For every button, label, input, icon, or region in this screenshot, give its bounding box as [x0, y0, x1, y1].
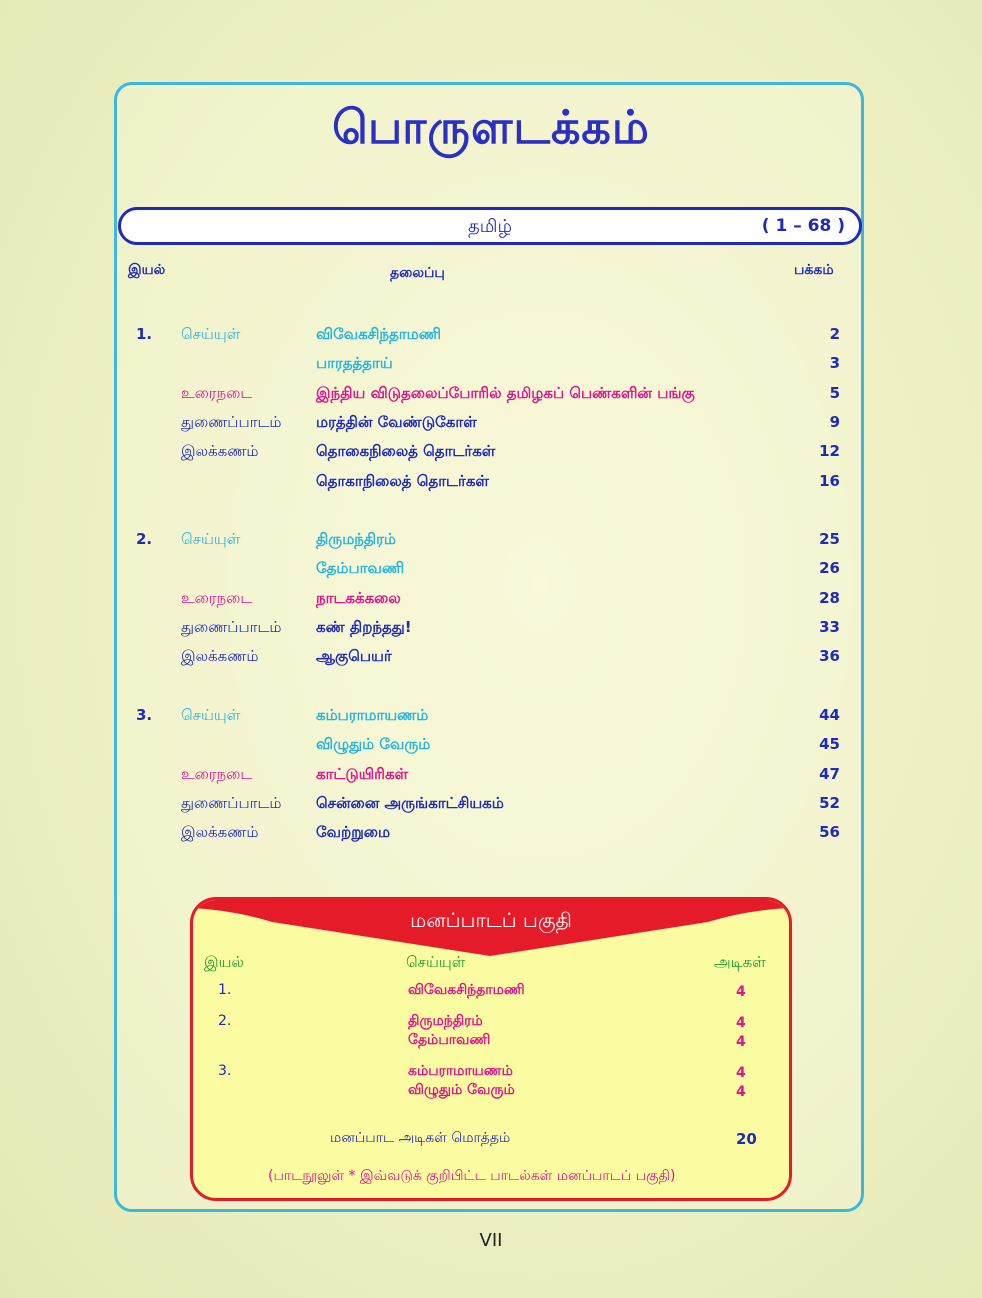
lesson-type: துணைப்பாடம் [181, 412, 282, 431]
lesson-type: உரைநடை [181, 764, 253, 783]
lesson-title: சென்னை அருங்காட்சியகம் [316, 793, 504, 812]
lesson-type: இலக்கணம் [181, 442, 259, 461]
page-ref: 28 [819, 588, 840, 607]
page-ref: 45 [819, 735, 840, 754]
lesson-title: இந்திய விடுதலைப்போரில் தமிழகப் பெண்களின் பங்கு [316, 383, 695, 402]
memo-poem: கம்பராமாயணம் [408, 1063, 513, 1079]
memo-poem: திருமந்திரம் [408, 1013, 483, 1029]
memo-note: (பாடநூலுள் * இவ்வடுக் குறிபிட்ட பாடல்கள் மனப்பாடப் பகுதி) [268, 1168, 676, 1184]
memo-unit: 2. [218, 1013, 232, 1029]
unit-number: 3. [136, 706, 153, 724]
toc-row [0, 618, 982, 642]
page-ref: 9 [829, 412, 840, 431]
lesson-title: கம்பராமாயணம் [316, 706, 429, 724]
page-ref: 12 [819, 442, 840, 461]
memorization-title: மனப்பாடப் பகுதி [410, 908, 572, 932]
memo-header-poem: செய்யுள் [406, 953, 466, 971]
memo-lines: 4 [736, 1084, 746, 1100]
toc-row [0, 472, 982, 496]
toc-row [0, 735, 982, 759]
lesson-title: கண் திறந்தது! [316, 617, 412, 636]
lesson-type: இலக்கணம் [181, 823, 259, 842]
memo-lines: 4 [736, 1034, 746, 1050]
toc-row [0, 354, 982, 378]
page-ref: 2 [829, 325, 840, 343]
toc-row [0, 530, 982, 554]
page-ref: 3 [829, 354, 840, 373]
lesson-type: செய்யுள் [181, 530, 241, 548]
memo-poem: தேம்பாவணி [408, 1032, 491, 1048]
page-ref: 36 [819, 647, 840, 666]
lesson-title: காட்டுயிரிகள் [316, 764, 409, 783]
page-ref: 56 [819, 823, 840, 842]
toc-row [0, 794, 982, 818]
toc-row [0, 589, 982, 613]
toc-row [0, 384, 982, 408]
lesson-title: ஆகுபெயர் [316, 647, 392, 666]
toc-row [0, 325, 982, 349]
unit-number: 1. [136, 325, 153, 343]
page-ref: 47 [819, 764, 840, 783]
lesson-type: உரைநடை [181, 383, 253, 402]
page-title: பொருளடக்கம் [332, 100, 650, 154]
page-ref: 16 [819, 471, 840, 490]
memo-lines: 4 [736, 1015, 746, 1031]
lesson-title: தொகைநிலைத் தொடர்கள் [316, 442, 496, 461]
lesson-title: விழுதும் வேரும் [316, 735, 431, 754]
toc-row [0, 559, 982, 583]
memo-total-label: மனப்பாட அடிகள் மொத்தம் [330, 1130, 511, 1146]
page-ref: 52 [819, 793, 840, 812]
subject-name: தமிழ் [468, 216, 512, 237]
unit-number: 2. [136, 530, 153, 548]
lesson-title: விவேகசிந்தாமணி [316, 325, 442, 343]
memo-lines: 4 [736, 1065, 746, 1081]
lesson-title: வேற்றுமை [316, 823, 391, 842]
memorization-box [190, 897, 792, 1201]
header-page: பக்கம் [794, 262, 834, 278]
page-number: VII [479, 1230, 503, 1251]
memo-unit: 3. [218, 1063, 232, 1079]
toc-row [0, 823, 982, 847]
lesson-type: செய்யுள் [181, 706, 241, 724]
toc-row [0, 706, 982, 730]
lesson-type: செய்யுள் [181, 325, 241, 343]
lesson-type: துணைப்பாடம் [181, 617, 282, 636]
lesson-type: இலக்கணம் [181, 647, 259, 666]
lesson-title: நாடகக்கலை [316, 588, 401, 607]
memo-unit: 1. [218, 982, 232, 998]
toc-row [0, 413, 982, 437]
memo-header-lines: அடிகள் [714, 953, 766, 971]
memo-poem: விழுதும் வேரும் [408, 1082, 515, 1098]
page-ref: 26 [819, 559, 840, 578]
lesson-title: மரத்தின் வேண்டுகோள் [316, 412, 477, 431]
header-unit: இயல் [128, 262, 166, 278]
subject-bar [118, 207, 862, 245]
header-lesson: தலைப்பு [390, 265, 445, 281]
page-ref: 33 [819, 617, 840, 636]
toc-row [0, 442, 982, 466]
memo-total: 20 [736, 1130, 757, 1148]
toc-row [0, 765, 982, 789]
memo-header-unit: இயல் [204, 953, 244, 971]
memo-lines: 4 [736, 984, 746, 1000]
memo-poem: விவேகசிந்தாமணி [408, 982, 525, 998]
page-ref: 44 [819, 706, 840, 724]
lesson-title: தேம்பாவணி [316, 559, 405, 578]
subject-page-range: ( 1 – 68 ) [761, 216, 845, 236]
lesson-title: தொகாநிலைத் தொடர்கள் [316, 471, 489, 490]
page-ref: 25 [819, 530, 840, 548]
page-ref: 5 [829, 383, 840, 402]
lesson-title: பாரதத்தாய் [316, 354, 393, 373]
toc-row [0, 647, 982, 671]
lesson-type: துணைப்பாடம் [181, 793, 282, 812]
lesson-type: உரைநடை [181, 588, 253, 607]
lesson-title: திருமந்திரம் [316, 530, 396, 548]
